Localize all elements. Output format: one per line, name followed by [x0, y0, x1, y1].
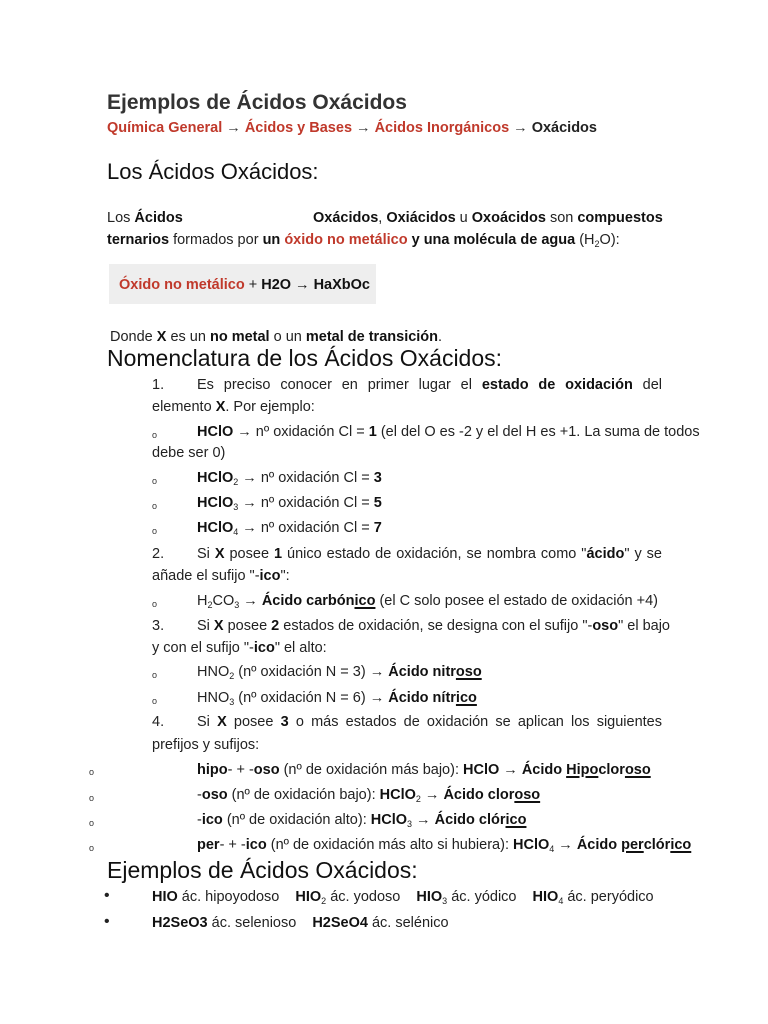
example-hio: HIO ác. hipoyodoso [152, 889, 280, 905]
item4-row-1: hipo- + -oso (nº de oxidación más bajo): HClO → Ácido Hipocloroso [197, 762, 651, 778]
dot-bullet-icon: • [104, 913, 110, 930]
circle-bullet-icon: o [152, 670, 158, 680]
item1-sub-4: HClO$_4$ → nº oxidación Cl = 7 [197, 520, 382, 537]
breadcrumb-arrow: → [356, 120, 375, 136]
circle-bullet-icon: o [152, 526, 158, 536]
page-title: Ejemplos de Ácidos Oxácidos [107, 91, 407, 114]
circle-bullet-icon: o [89, 793, 95, 803]
item1-line-2: elemento X. Por ejemplo: [152, 399, 315, 415]
dot-bullet-icon: • [104, 887, 110, 904]
circle-bullet-icon: o [89, 767, 95, 777]
item4-row-4: per- + -ico (nº de oxidación más alto si hubiera): HClO$_4$ → Ácido perclórico [197, 837, 692, 854]
example-hio3: $HIO_3$ ác. yódico [416, 889, 517, 906]
examples-row-2 [152, 915, 449, 931]
breadcrumb [107, 120, 597, 136]
item4-line-2: prefijos y sufijos: [152, 737, 260, 753]
intro-line-1-cont: Oxácidos, Oxiácidos u Oxoácidos son compuestos [313, 210, 663, 226]
item3-line-2: y con el sufijo "-ico" el alto: [152, 640, 327, 656]
general-formula: Óxido no metálico + H2O → HaXbOc [119, 277, 370, 293]
circle-bullet-icon: o [89, 818, 95, 828]
item1-sub-2: HClO$_2$ → nº oxidación Cl = 3 [197, 470, 382, 487]
list-number-2: 2. [152, 546, 165, 562]
item2-line-2: añade el sufijo "-ico": [152, 568, 290, 584]
breadcrumb-current: Oxácidos [531, 120, 597, 136]
list-number-4: 4. [152, 714, 165, 730]
breadcrumb-link-quimica-general[interactable]: Química General [107, 120, 223, 136]
circle-bullet-icon: o [152, 430, 158, 440]
item2-line-1: Si X posee 1 único estado de oxidación, se nombra como "ácido" y se [197, 546, 662, 562]
item3-sub-2: $HNO_3$ (nº oxidación N = 6) → Ácido nítrico [197, 690, 477, 707]
example-h2seo3: H2SeO3 ác. selenioso [152, 915, 297, 931]
item4-row-2: -oso (nº de oxidación bajo): HClO$_2$ → Ácido cloroso [197, 787, 541, 804]
example-h2seo4: H2SeO4 ác. selénico [312, 915, 449, 931]
list-number-1: 1. [152, 377, 165, 393]
breadcrumb-link-acidos-y-bases[interactable]: Ácidos y Bases [244, 120, 353, 136]
item3-sub-1: $HNO_2$ (nº oxidación N = 3) → Ácido nitroso [197, 664, 482, 681]
item1-line-1: Es preciso conocer en primer lugar el estado de oxidación del [197, 377, 663, 393]
item1-sub-1: HClO → nº oxidación Cl = 1 (el del O es -2 y el del H es +1. La suma de todos [197, 424, 700, 440]
section-heading-ejemplos: Ejemplos de Ácidos Oxácidos: [107, 857, 418, 883]
section-heading-los-acidos: Los Ácidos Oxácidos: [107, 159, 319, 184]
section-heading-nomenclatura: Nomenclatura de los Ácidos Oxácidos: [107, 345, 503, 371]
donde-line: Donde X es un no metal o un metal de transición. [110, 329, 443, 345]
list-number-3: 3. [152, 618, 165, 634]
circle-bullet-icon: o [152, 696, 158, 706]
examples-row-1 [152, 889, 654, 905]
breadcrumb-link-acidos-inorganicos[interactable]: Ácidos Inorgánicos [374, 120, 510, 136]
circle-bullet-icon: o [89, 843, 95, 853]
item3-line-1: Si X posee 2 estados de oxidación, se designa con el sufijo "-oso" el bajo [197, 618, 670, 634]
item2-sub-1: $H_2CO_3$ → Ácido carbónico (el C solo posee el estado de oxidación +4) [197, 593, 658, 610]
item4-line-1: Si X posee 3 o más estados de oxidación se aplican los siguientes [197, 714, 662, 730]
circle-bullet-icon: o [152, 476, 158, 486]
circle-bullet-icon: o [152, 599, 158, 609]
example-hio4: $HIO_4$ ác. peryódico [532, 889, 654, 906]
item1-sub-3: HClO$_3$ → nº oxidación Cl = 5 [197, 495, 382, 512]
example-hio2: $HIO_2$ ác. yodoso [295, 889, 401, 906]
item1-sub-1-cont: debe ser 0) [152, 445, 226, 461]
intro-line-1: Los Ácidos [107, 210, 183, 226]
breadcrumb-arrow: → [513, 120, 532, 136]
circle-bullet-icon: o [152, 501, 158, 511]
intro-line-2: ternarios formados por un óxido no metálico y una molécula de agua $(H_2O)$: [107, 232, 620, 249]
item4-row-3: -ico (nº de oxidación alto): HClO$_3$ → Ácido clórico [197, 812, 527, 829]
breadcrumb-arrow: → [226, 120, 245, 136]
